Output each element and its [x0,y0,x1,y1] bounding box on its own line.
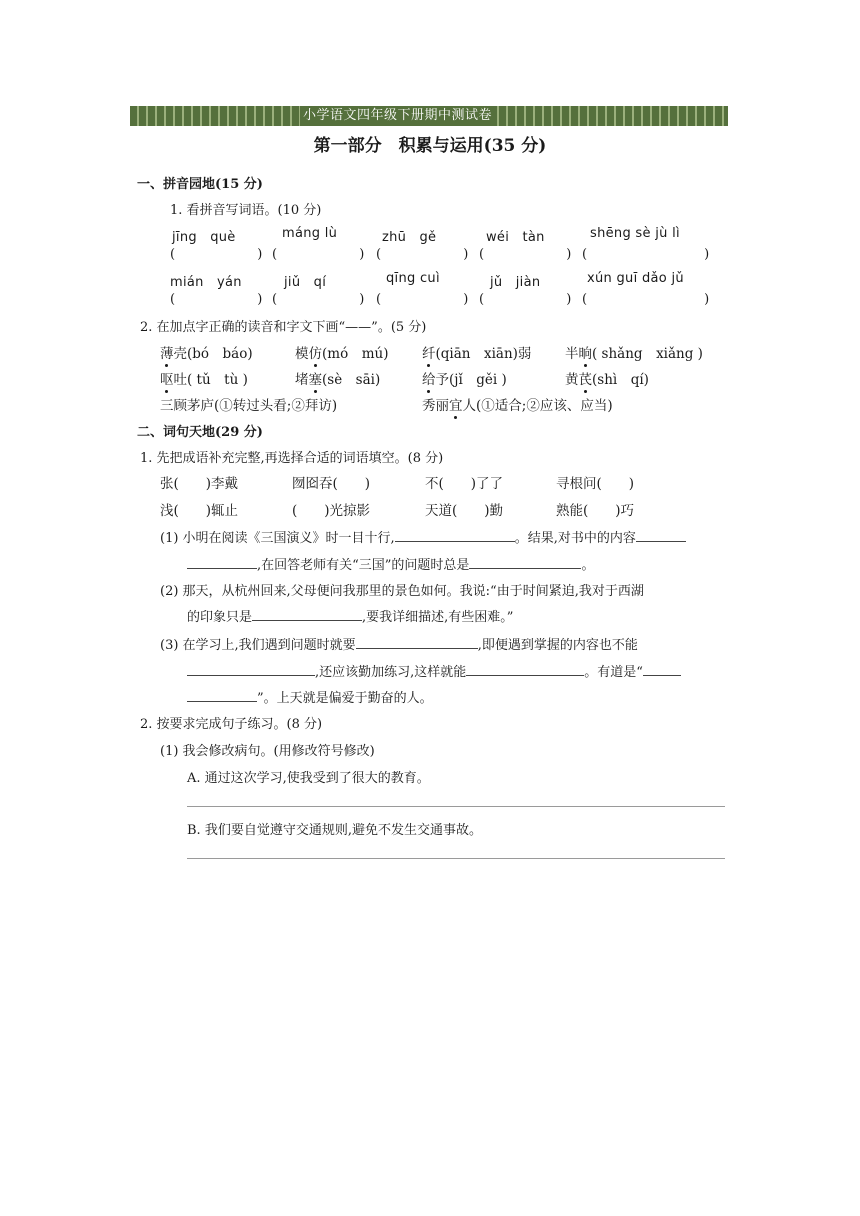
reading-choice[interactable]: 纤(qiān xiān)弱 [422,342,531,362]
question-2-label: 2. 按要求完成句子练习。(8 分) [140,717,323,732]
answer-box[interactable]: ( ) [170,292,263,307]
sentence-3-end: ”。上天就是偏爱于勤奋的人。 [187,687,433,706]
reading-choice[interactable]: 给予(jǐ gěi ) [422,368,507,388]
meaning-choice[interactable]: 三顾茅庐(①转过头看;②拜访) [160,398,338,414]
answer-box[interactable]: ( ) [582,292,710,307]
subquestion-label: (1) 我会修改病句。(用修改符号修改) [160,744,375,759]
pinyin-item: máng lù [282,226,338,241]
pinyin-item: jǔ jiàn [490,275,541,290]
answer-line[interactable] [187,806,725,807]
reading-choice[interactable]: 呕吐( tǔ tù ) [160,368,248,388]
meaning-choice[interactable]: 秀丽宜人(①适合;②应该、应当) [422,394,613,414]
answer-blank[interactable] [187,689,257,702]
answer-box[interactable]: ( ) [170,247,263,262]
answer-blank[interactable] [636,529,686,542]
sentence-3-cont: ,还应该勤加练习,这样就能 。有道是“ [187,661,681,680]
answer-blank[interactable] [466,663,584,676]
answer-blank[interactable] [252,608,362,621]
answer-blank[interactable] [469,556,581,569]
reading-choice[interactable]: 黄芪(shì qí) [565,368,649,388]
answer-box[interactable]: ( ) [272,292,365,307]
pinyin-item: jīng què [172,230,236,245]
answer-box[interactable]: ( ) [376,247,469,262]
pinyin-item: zhū gě [382,230,437,245]
reading-choice[interactable]: 半晌( shǎng xiǎng ) [565,342,703,362]
idiom-fill[interactable]: 熟能( )巧 [556,503,635,519]
pinyin-item: wéi tàn [486,230,545,245]
header-banner [130,106,728,126]
answer-blank[interactable] [187,556,257,569]
pinyin-item: mián yán [170,275,242,290]
idiom-fill[interactable]: 张( )李戴 [160,476,239,492]
sentence-1-cont: ,在回答老师有关“三国”的问题时总是 。 [187,554,594,573]
pinyin-item: shēng sè jù lì [590,226,680,241]
pinyin-item: xún guī dǎo jǔ [587,271,684,286]
answer-box[interactable]: ( ) [272,247,365,262]
answer-blank[interactable] [395,529,515,542]
reading-choice[interactable]: 堵塞(sè sāi) [295,368,380,388]
pinyin-item: qīng cuì [386,271,440,286]
section-heading-pinyin: 一、拼音园地(15 分) [137,177,263,192]
answer-blank[interactable] [643,663,681,676]
banner-title: 小学语文四年级下册期中测试卷 [300,106,495,126]
answer-line[interactable] [187,858,725,859]
reading-choice[interactable]: 薄壳(bó báo) [160,342,253,362]
answer-box[interactable]: ( ) [479,292,572,307]
sentence-a: A. 通过这次学习,使我受到了很大的教育。 [187,771,430,786]
page-title: 第一部分 积累与运用(35 分) [313,136,547,156]
answer-box[interactable]: ( ) [479,247,572,262]
answer-box[interactable]: ( ) [376,292,469,307]
idiom-fill[interactable]: 浅( )辄止 [160,503,239,519]
sentence-1: (1) 小明在阅读《三国演义》时一目十行, 。结果,对书中的内容 [160,527,686,546]
question-2-label: 2. 在加点字正确的读音和字文下画“——”。(5 分) [140,320,427,335]
sentence-b: B. 我们要自觉遵守交通规则,避免不发生交通事故。 [187,823,482,838]
section-heading-words: 二、词句天地(29 分) [137,425,263,440]
sentence-3: (3) 在学习上,我们遇到问题时就要 ,即便遇到掌握的内容也不能 [160,638,638,653]
idiom-fill[interactable]: 囫囵吞( ) [292,476,371,492]
question-1-label: 1. 先把成语补充完整,再选择合适的词语填空。(8 分) [140,451,444,466]
sentence-2: (2) 那天，从杭州回来,父母便问我那里的景色如何。我说:“由于时间紧迫,我对于西湖 [160,584,644,599]
sentence-2-cont: 的印象只是 ,要我详细描述,有些困难。” [187,610,514,625]
idiom-fill[interactable]: ( )光掠影 [292,503,371,519]
reading-choice[interactable]: 模仿(mó mú) [295,342,388,362]
idiom-fill[interactable]: 寻根问( ) [556,476,635,492]
idiom-fill[interactable]: 不( )了了 [425,476,504,492]
idiom-fill[interactable]: 天道( )勤 [425,503,504,519]
pinyin-item: jiǔ qí [284,275,327,290]
answer-blank[interactable] [187,663,315,676]
answer-blank[interactable] [356,636,478,649]
question-1-label: 1. 看拼音写词语。(10 分) [170,203,322,218]
answer-box[interactable]: ( ) [582,247,710,262]
